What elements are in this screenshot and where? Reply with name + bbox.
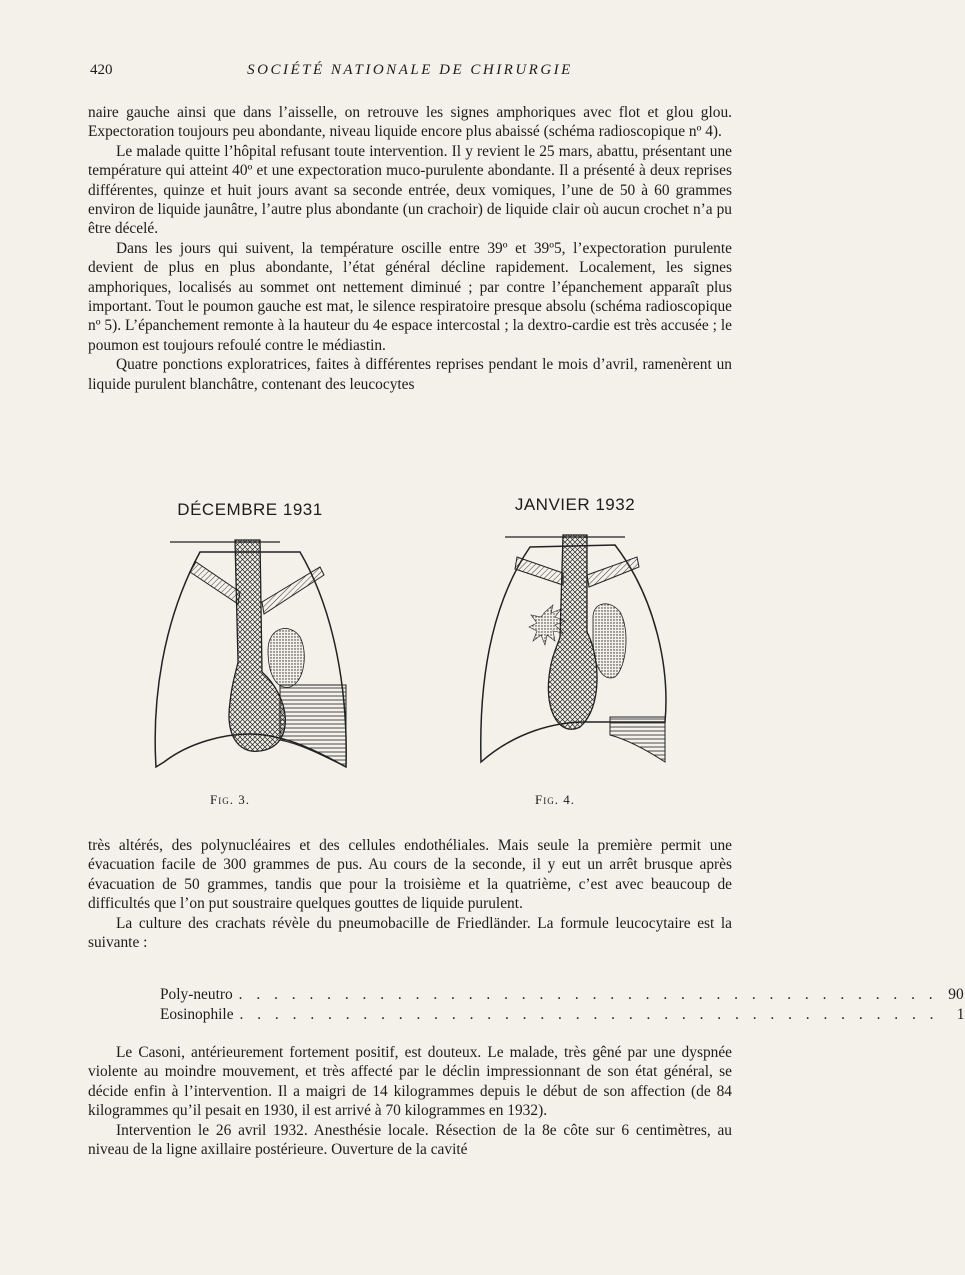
paragraph: Le malade quitte l’hôpital refusant toute intervention. Il y revient le 25 mars, abattu, présentant une température qui atteint 40º et une expectoration muco-purulente abondante. Il a présenté à deux reprises différentes, quinze et huit jours avant sa seconde entrée, deux vomiques, l’une de 50 à 60 grammes environ de liquide jaunâtre, l’autre plus abondante (un crachoir) de liquide clair où aucun crochet n’a pu être décelé.: [88, 142, 732, 238]
running-head: SOCIÉTÉ NATIONALE DE CHIRURGIE: [247, 62, 573, 78]
chest-radiograph-diagram: [150, 522, 350, 787]
formula-row: [160, 985, 964, 1005]
paragraph: très altérés, des polynucléaires et des cellules endothéliales. Mais seule la première permit une évacuation facile de 300 grammes de pus. Au cours de la seconde, il y eut un arrêt brusque après évacuation de 50 grammes, tandis que pour la troisième et la quatrième, c’est avec beaucoup de difficultés que l’on put soustraire quelques gouttes de liquide purulent.: [88, 837, 732, 913]
figure-caption-prefix: Fig.: [210, 792, 234, 807]
leucocyte-formula: [160, 985, 965, 1025]
formula-label: Poly-neutro: [160, 986, 233, 1003]
body-text-bottom: [88, 1043, 732, 1159]
body-text-top: [88, 103, 732, 394]
paragraph: naire gauche ainsi que dans l’aisselle, on retrouve les signes amphoriques avec flot et glou glou. Expectoration toujours peu abondante, niveau liquide encore plus abaissé (schéma radioscopique nº 4).: [88, 104, 732, 141]
figure-3: [150, 500, 350, 810]
formula-label: Eosinophile: [160, 1006, 234, 1023]
figure-caption-number: 3.: [238, 792, 250, 807]
paragraph: Le Casoni, antérieurement fortement positif, est douteux. Le malade, très gêné par une dyspnée violente au moindre mouvement, et très affecté par le déclin impressionnant de son état général, se décide enfin à l’intervention. Il a maigri de 14 kilogrammes depuis le début de son affection (de 84 kilogrammes qu’il pesait en 1930, il est arrivé à 70 kilogrammes en 1932).: [88, 1044, 732, 1120]
figure-caption: [130, 792, 330, 808]
figure-caption: [455, 792, 655, 808]
paragraph: Intervention le 26 avril 1932. Anesthésie locale. Résection de la 8e côte sur 6 centimètres, au niveau de la ligne axillaire postérieure. Ouverture de la cavité: [88, 1121, 732, 1159]
page-header: [90, 62, 730, 84]
paragraph: Dans les jours qui suivent, la température oscille entre 39º et 39º5, l’expectoration purulente devient de plus en plus abondante, l’état général décline rapidement. Localement, les signes amphoriques, localisés au sommet ont nettement diminué ; par contre l’épanchement apparaît plus important. Tout le poumon gauche est mat, le silence respiratoire presque absolu (schéma radioscopique nº 5). L’épanchement remonte à la hauteur du 4e espace intercostal ; la dextro-cardie est très accusée ; le poumon est toujours refoulé contre le médiastin.: [88, 239, 732, 354]
figure-caption-number: 4.: [563, 792, 575, 807]
paragraph: Quatre ponctions exploratrices, faites à différentes reprises pendant le mois d’avril, ramenèrent un liquide purulent blanchâtre, contenant des leucocytes: [88, 356, 732, 393]
dot-leader: . . . . . . . . . . . . . . . . . . . . . . . . . . . . . . . . . . . . . . . .: [239, 1006, 939, 1023]
body-text-middle: [88, 836, 732, 952]
formula-row: [160, 1005, 965, 1025]
paragraph: La culture des crachats révèle du pneumobacille de Friedländer. La formule leucocytaire est la suivante :: [88, 914, 732, 952]
figure-date-label: DÉCEMBRE 1931: [177, 500, 323, 519]
figure-caption-prefix: Fig.: [535, 792, 559, 807]
formula-value: 1: [956, 1006, 965, 1023]
chest-radiograph-diagram: [475, 517, 675, 787]
dot-leader: . . . . . . . . . . . . . . . . . . . . . . . . . . . . . . . . . . . . . . . .: [238, 986, 938, 1003]
figure-4: [475, 495, 675, 810]
formula-value: 90: [948, 986, 964, 1003]
page-number: 420: [90, 62, 113, 78]
figure-date-label: JANVIER 1932: [514, 495, 636, 514]
